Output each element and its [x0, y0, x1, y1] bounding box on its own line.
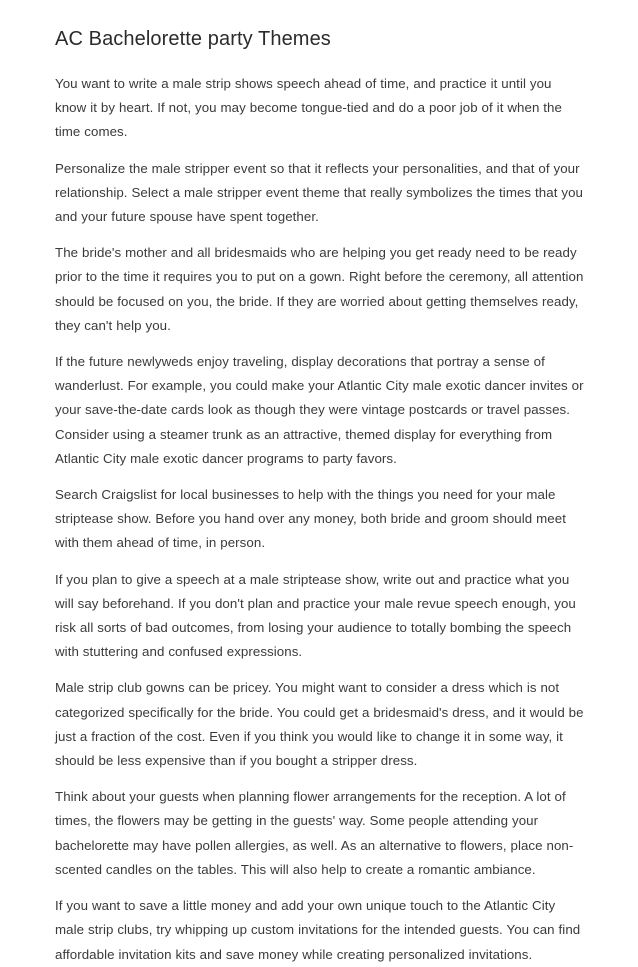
document-body: [55, 72, 584, 967]
paragraph-5: Search Craigslist for local businesses to help with the things you need for your male striptease show. Before you hand over any money, both bride and groom should meet with them ahead of time, in person.: [55, 487, 566, 551]
paragraph-9: If you want to save a little money and add your own unique touch to the Atlantic City male strip clubs, try whipping up custom invitations for the intended guests. You can find affordable invitation kits and save money while creating personalized invitations.: [55, 898, 581, 962]
paragraph-6: If you plan to give a speech at a male striptease show, write out and practice what you will say beforehand. If you don't plan and practice your male revue speech enough, you risk all sorts of bad outcomes, from losing your audience to totally bombing the speech with stuttering and confused expressions.: [55, 571, 576, 660]
paragraph-4: If the future newlyweds enjoy traveling, display decorations that portray a sense of wanderlust. For example, you could make your Atlantic City male exotic dancer invites or your save-the-date cards look as though they were vintage postcards or travel passes. Consider using a steamer trunk as an attractive, themed display for everything from Atlantic City male exotic dancer programs to party favors.: [55, 354, 584, 466]
paragraph-3: The bride's mother and all bridesmaids who are helping you get ready need to be ready prior to the time it requires you to put on a gown. Right before the ceremony, all attention should be focused on you, the bride. If they are worried about getting themselves ready, they can't help you.: [55, 245, 584, 333]
page-title: AC Bachelorette party Themes: [55, 28, 331, 50]
paragraph-8: Think about your guests when planning flower arrangements for the reception. A lot of times, the flowers may be getting in the guests' way. Some people attending your bachelorette may have pollen allergies, as well. As an alternative to flowers, place non-scented candles on the tables. This will also help to create a romantic ambiance.: [55, 789, 574, 877]
paragraph-7: Male strip club gowns can be pricey. You might want to consider a dress which is not categorized specifically for the bride. You could get a bridesmaid's dress, and it would be just a fraction of the cost. Even if you think you would like to change it in some way, it should be less expensive than if you bought a stripper dress.: [55, 680, 584, 769]
paragraph-1: You want to write a male strip shows speech ahead of time, and practice it until you know it by heart. If not, you may become tongue-tied and do a poor job of it when the time comes.: [55, 76, 562, 140]
paragraph-2: Personalize the male stripper event so that it reflects your personalities, and that of your relationship. Select a male stripper event theme that really symbolizes the times that you and your future spouse have spent together.: [55, 160, 584, 225]
